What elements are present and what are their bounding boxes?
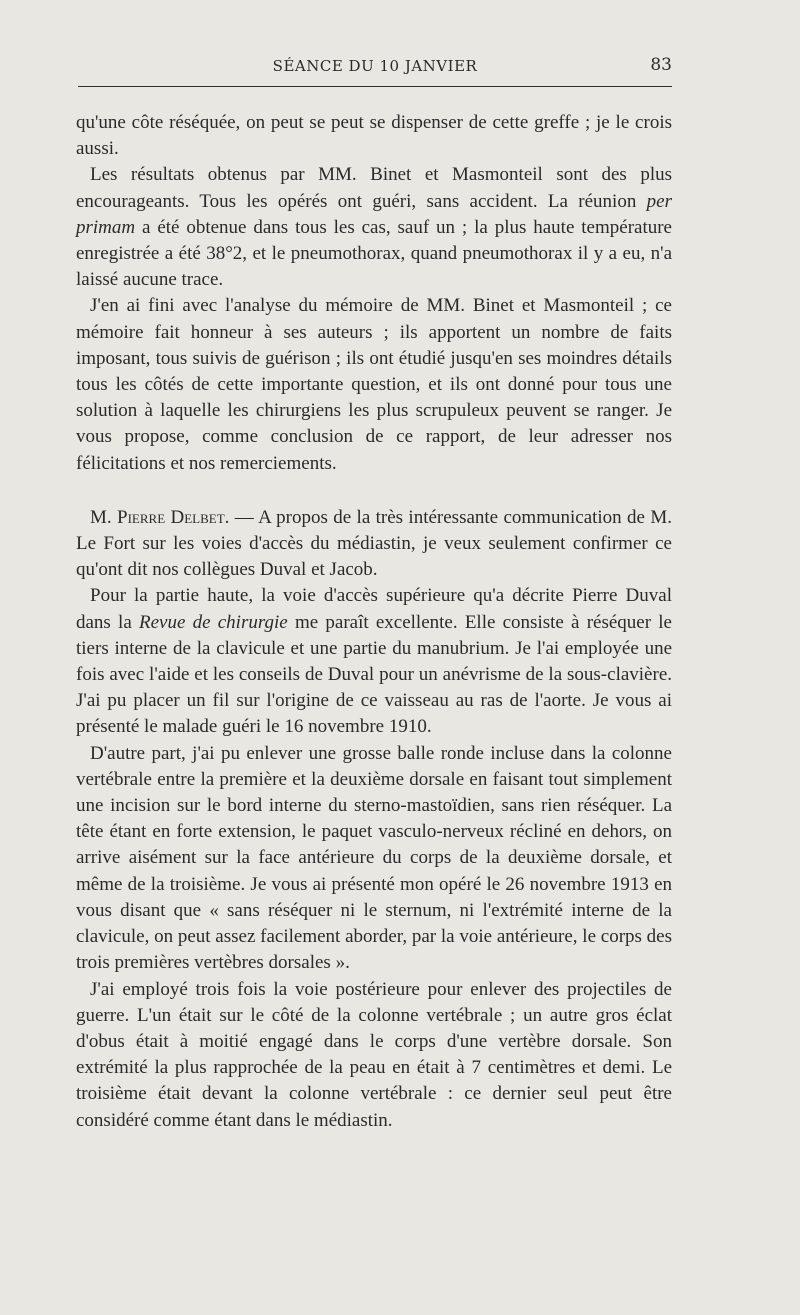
paragraph-2-part-b: a été obtenue dans tous les cas, sauf un ; la plus haute température enregistrée a été 38°2, et le pneumothorax, quand pneumothorax il y a eu, n'a laissé aucune trace. — [76, 216, 672, 291]
paragraph-1: qu'une côte réséquée, on peut se peut se dispenser de cette greffe ; je le crois aussi. — [76, 112, 672, 160]
running-title: SÉANCE DU 10 JANVIER — [272, 57, 478, 75]
paragraph-4 — [76, 505, 672, 584]
paragraph-4-text: — A propos de la très intéressante communication de M. Le Fort sur les voies d'accès du médiastin, je veux seulement confirmer ce qu'ont dit nos collègues Duval et Jacob. — [76, 506, 672, 581]
paragraph-5-part-b: me paraît excellente. Elle consiste à réséquer le tiers interne de la clavicule et une partie du manubrium. Je l'ai employée une fois avec l'aide et les conseils de Duval pour un anévrisme de la sous-clavière. J'ai pu placer un fil sur l'origine de ce vaisseau au ras de l'aorte. Je vous ai présenté le malade guéri le 16 novembre 1910. — [76, 611, 672, 738]
paragraph-3: J'en ai fini avec l'analyse du mémoire de MM. Binet et Masmonteil ; ce mémoire fait honneur à ses auteurs ; ils apportent un nombre de faits imposant, tous suivis de guérison ; ils ont étudié jusqu'en ses moindres détails tous les côtés de cette importante question, et ils ont donné pour tous une solution à laquelle les chirurgiens les plus scrupuleux peuvent se ranger. Je vous propose, comme conclusion de ce rapport, de leur adresser nos félicitations et nos remerciements. — [76, 295, 672, 474]
page-number: 83 — [650, 55, 672, 75]
page-header — [78, 50, 672, 87]
paragraph-6: D'autre part, j'ai pu enlever une grosse balle ronde incluse dans la colonne vertébrale entre la première et la deuxième dorsale en faisant tout simplement une incision sur le bord interne du sterno-mastoïdien, sans rien réséquer. La tête étant en forte extension, le paquet vasculo-nerveux récliné en dehors, on arrive aisément sur la face antérieure du corps de la deuxième dorsale, et même de la troisième. Je vous ai présenté mon opéré le 26 novembre 1913 en vous disant que « sans réséquer ni le sternum, ni l'extrémité interne de la clavicule, on peut assez facilement aborder, par la voie antérieure, le corps des trois premières vertèbres dorsales ». — [76, 742, 672, 974]
paragraph-7: J'ai employé trois fois la voie postérieure pour enlever des projectiles de guerre. L'un était sur le côté de la colonne vertébrale ; un autre gros éclat d'obus était à moitié engagé dans le corps d'une vertèbre dorsale. Son extrémité la plus rapprochée de la peau en était à 7 centimètres et demi. Le troisième était devant la colonne vertébrale : ce dernier seul peut être considéré comme étant dans le médiastin. — [76, 978, 672, 1131]
paragraph-2-italic: per primam — [76, 190, 672, 238]
paragraph-2-part-a: Les résultats obtenus par MM. Binet et Masmonteil sont des plus encourageants. Tous les opérés ont guéri, sans accident. La réunion — [76, 164, 672, 212]
paragraph-2 — [76, 162, 672, 293]
paragraph-5 — [76, 583, 672, 740]
speaker-name: M. Pierre Delbet. — [90, 506, 230, 528]
paragraph-5-italic: Revue de chirurgie — [138, 611, 288, 633]
body-text — [76, 110, 672, 1134]
paragraph-5-part-a: Pour la partie haute, la voie d'accès supérieure qu'a décrite Pierre Duval dans la — [76, 585, 672, 633]
